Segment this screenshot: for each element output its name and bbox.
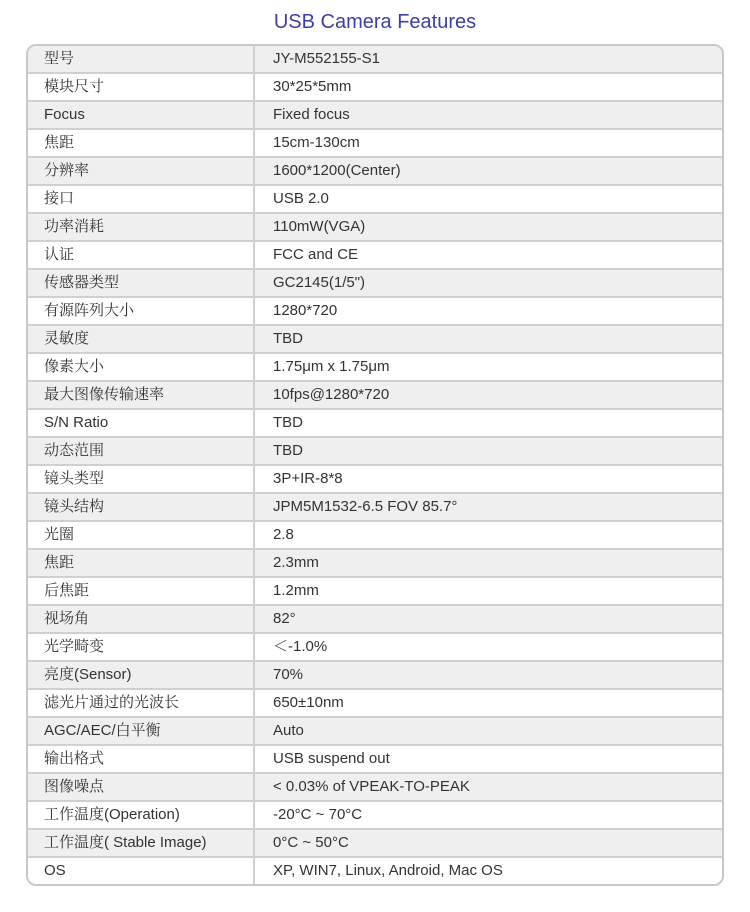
spec-value: 30*25*5mm	[273, 78, 352, 95]
spec-label: 焦距	[28, 130, 255, 156]
spec-value: JPM5M1532-6.5 FOV 85.7°	[273, 498, 458, 515]
spec-label: 认证	[28, 242, 255, 268]
spec-value: JY-M552155-S1	[273, 50, 381, 67]
spec-value: 1.75μm x 1.75μm	[273, 358, 390, 375]
table-row	[28, 802, 722, 830]
table-row	[28, 158, 722, 186]
table-row	[28, 606, 722, 634]
table-row	[28, 214, 722, 242]
spec-value: 1280*720	[273, 302, 338, 319]
spec-value: USB 2.0	[273, 190, 329, 207]
table-row	[28, 130, 722, 158]
spec-value: Auto	[273, 722, 304, 739]
table-row	[28, 382, 722, 410]
spec-label: 工作温度(Operation)	[28, 802, 255, 828]
table-row	[28, 186, 722, 214]
table-row	[28, 522, 722, 550]
spec-label: 动态范围	[28, 438, 255, 464]
table-row	[28, 270, 722, 298]
spec-value: 0°C ~ 50°C	[273, 834, 349, 851]
spec-value: TBD	[273, 442, 303, 459]
spec-label: 光圈	[28, 522, 255, 548]
table-row	[28, 466, 722, 494]
spec-label: 输出格式	[28, 746, 255, 772]
spec-table	[26, 44, 724, 886]
table-row	[28, 774, 722, 802]
spec-label: 镜头结构	[28, 494, 255, 520]
spec-label: 亮度(Sensor)	[28, 662, 255, 688]
spec-label: 光学畸变	[28, 634, 255, 660]
spec-label: 视场角	[28, 606, 255, 632]
table-row	[28, 662, 722, 690]
spec-label: 焦距	[28, 550, 255, 576]
spec-value: 650±10nm	[273, 694, 344, 711]
spec-label: S/N Ratio	[28, 410, 255, 436]
table-row	[28, 578, 722, 606]
table-row	[28, 858, 722, 884]
table-row	[28, 718, 722, 746]
spec-label: OS	[28, 858, 255, 884]
table-row	[28, 634, 722, 662]
page-title: USB Camera Features	[273, 11, 477, 33]
table-row	[28, 438, 722, 466]
spec-label: 图像噪点	[28, 774, 255, 800]
spec-label: 有源阵列大小	[28, 298, 255, 324]
spec-label: 接口	[28, 186, 255, 212]
spec-value: XP, WIN7, Linux, Android, Mac OS	[273, 862, 503, 879]
spec-value: GC2145(1/5")	[273, 274, 366, 291]
table-row	[28, 46, 722, 74]
spec-value: 3P+IR-8*8	[273, 470, 343, 487]
spec-label: 灵敏度	[28, 326, 255, 352]
spec-value: TBD	[273, 414, 303, 431]
spec-value: 2.3mm	[273, 554, 319, 571]
spec-label: 最大图像传输速率	[28, 382, 255, 408]
spec-value: TBD	[273, 330, 303, 347]
table-row	[28, 102, 722, 130]
table-row	[28, 242, 722, 270]
spec-value: USB suspend out	[273, 750, 390, 767]
spec-label: 工作温度( Stable Image)	[28, 830, 255, 856]
spec-label: 像素大小	[28, 354, 255, 380]
table-row	[28, 298, 722, 326]
spec-value: 1600*1200(Center)	[273, 162, 401, 179]
table-row	[28, 354, 722, 382]
spec-label: 功率消耗	[28, 214, 255, 240]
spec-value: < 0.03% of VPEAK-TO-PEAK	[273, 778, 470, 795]
spec-value: 70%	[273, 666, 304, 683]
table-row	[28, 326, 722, 354]
spec-value: FCC and CE	[273, 246, 359, 263]
spec-label: 模块尺寸	[28, 74, 255, 100]
spec-value: Fixed focus	[273, 106, 350, 123]
spec-value: -20°C ~ 70°C	[273, 806, 363, 823]
spec-label: Focus	[28, 102, 255, 128]
spec-label: 分辨率	[28, 158, 255, 184]
table-row	[28, 494, 722, 522]
spec-label: 镜头类型	[28, 466, 255, 492]
spec-label: 传感器类型	[28, 270, 255, 296]
spec-value: 2.8	[273, 526, 294, 543]
table-row	[28, 746, 722, 774]
spec-label: 滤光片通过的光波长	[28, 690, 255, 716]
spec-label: AGC/AEC/白平衡	[28, 718, 255, 744]
spec-value: 82°	[273, 610, 296, 627]
spec-value: 15cm-130cm	[273, 134, 360, 151]
spec-value: 10fps@1280*720	[273, 386, 390, 403]
spec-value: ＜-1.0%	[273, 638, 328, 655]
table-row	[28, 74, 722, 102]
spec-label: 型号	[28, 46, 255, 72]
spec-value: 110mW(VGA)	[273, 218, 366, 235]
table-row	[28, 690, 722, 718]
spec-value: 1.2mm	[273, 582, 319, 599]
table-row	[28, 410, 722, 438]
spec-label: 后焦距	[28, 578, 255, 604]
table-row	[28, 830, 722, 858]
table-row	[28, 550, 722, 578]
